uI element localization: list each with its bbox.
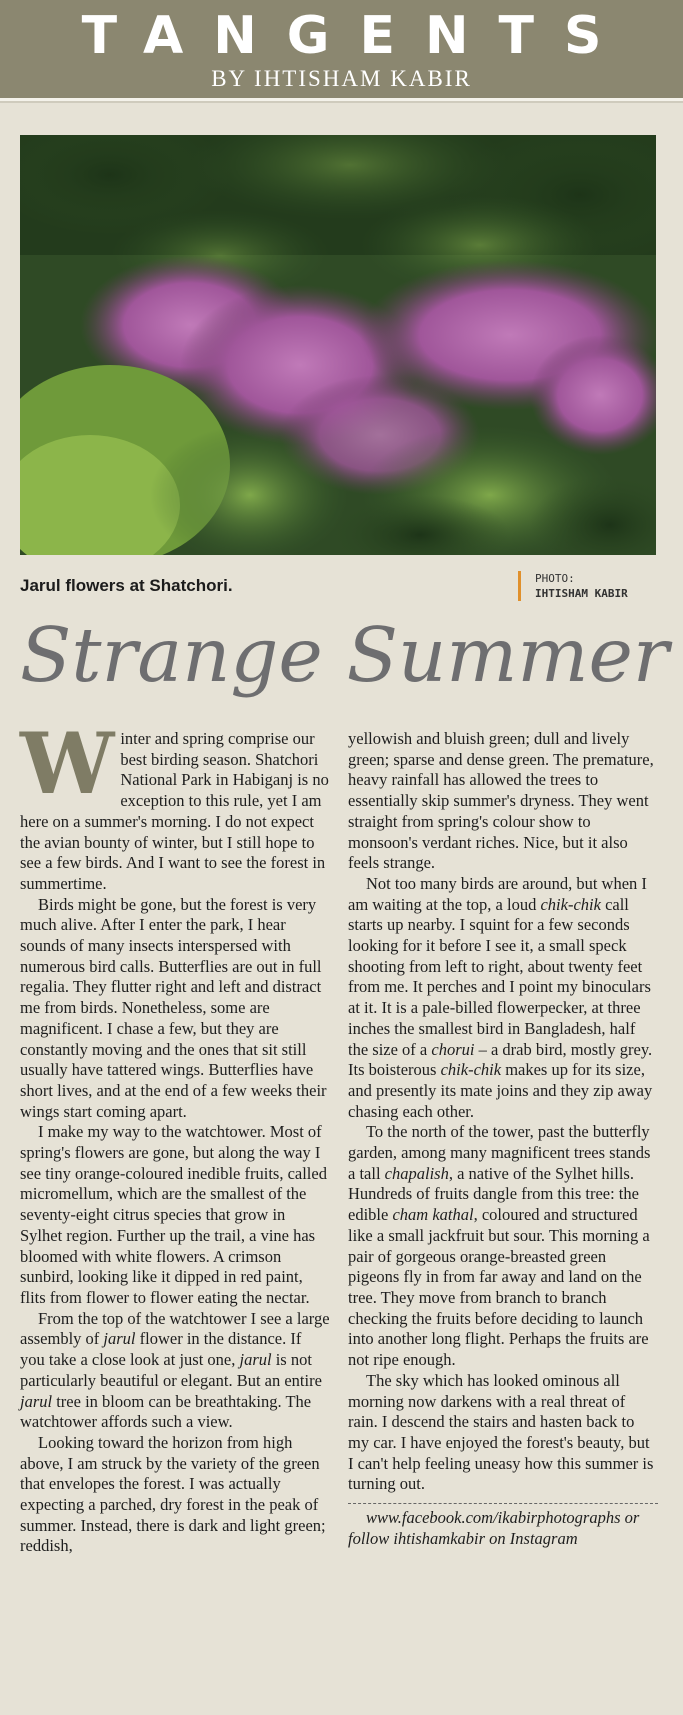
article-photo: [20, 135, 656, 555]
paragraph-4: From the top of the watchtower I see a large assembly of jarul flower in the distance. If you take a close look at just one, jarul is not particularly beautiful or elegant. But an entire jarul tree in bloom can be breathtaking. The watchtower affords such a view.: [20, 1308, 330, 1432]
paragraph-3: I make my way to the watchtower. Most of spring's flowers are gone, but along the way I see tiny orange-coloured inedible fruits, called micromellum, which are the smallest of the seventy-eight citrus species that grow in Sylhet region. Further up the trail, a vine has bloomed with white flowers. A crimson sunbird, looking like it dipped in red paint, flits from flower to flower eating the nectar.: [20, 1122, 327, 1307]
paragraph-7: To the north of the tower, past the butterfly garden, among many magnificent trees stands a tall chapalish, a native of the Sylhet hills. Hundreds of fruits dangle from this tree: the edible cham kathal, coloured and structured like a small jackfruit but sour. This morning a pair of gorgeous orange-breasted green pigeons fly in from far away and land on the tree. They move from branch to branch checking the fruits before deciding to launch into another long flight. Perhaps the fruits are not ripe enough.: [348, 1122, 651, 1370]
jarul-forest-image: [20, 135, 656, 555]
photo-credit-label: PHOTO:: [535, 572, 575, 585]
paragraph-2: Birds might be gone, but the forest is very much alive. After I enter the park, I hear sounds of many insects interspersed with numerous bird calls. Butterflies are out in full regalia. They flutter right and left and distract me from birds. Nonetheless, some are magnificent. I chase a few, but they are constantly moving and the ones that sit still usually have tattered wings. Butterflies have short lives, and at the end of a few weeks their wings start coming apart.: [20, 894, 327, 1121]
paragraph-5-continued: yellowish and bluish green; dull and lively green; sparse and dense green. The premature, heavy rainfall has allowed the trees to essentially skip summer's dryness. They went straight from spring's colour show to monsoon's verdant riches. Nice, but it also feels strange.: [348, 729, 654, 873]
photo-caption: Jarul flowers at Shatchori.: [20, 576, 233, 595]
article-column-2: [348, 729, 658, 1549]
paragraph-6: Not too many birds are around, but when I am waiting at the top, a loud chik-chik call starts up nearby. I squint for a few seconds looking for it before I see it, a small speck shooting from left to right, about twenty feet from me. It perches and I point my binoculars at it. It is a pale-billed flowerpecker, at three inches the smallest bird in Bangladesh, half the size of a chorui – a drab bird, mostly grey. Its boisterous chik-chik makes up for its size, and presently its mate joins and they zip away chasing each other.: [348, 873, 653, 1121]
photo-credit: [518, 571, 628, 601]
photo-credit-name: IHTISHAM KABIR: [535, 587, 628, 600]
column-title: TANGENTS: [81, 6, 632, 66]
footer-divider: [348, 1503, 658, 1504]
masthead: [0, 0, 683, 101]
article-column-1: [20, 714, 330, 1557]
drop-cap: W: [20, 714, 115, 813]
paragraph-5: Looking toward the horizon from high above, I am struck by the variety of the green that envelopes the forest. I was actually expecting a parched, dry forest in the peak of summer. Instead, there is dark and light green; reddish,: [20, 1432, 326, 1556]
article-headline: Strange Summer: [20, 611, 669, 699]
paragraph-8: The sky which has looked ominous all morning now darkens with a real threat of rain. I descend the stairs and hasten back to my car. I have enjoyed the forest's beauty, but I can't help feeling uneasy how this summer is turning out.: [348, 1370, 654, 1494]
column-byline: BY IHTISHAM KABIR: [211, 66, 472, 91]
paragraph-1: Winter and spring comprise our best birding season. Shatchori National Park in Habiganj is no exception to this rule, yet I am here on a summer's morning. I do not expect the avian bounty of winter, but I still hope to see a few birds. And I want to see the forest in summertime.: [20, 714, 329, 893]
author-social-links: www.facebook.com/ikabirphotographs or follow ihtishamkabir on Instagram: [348, 1508, 640, 1548]
